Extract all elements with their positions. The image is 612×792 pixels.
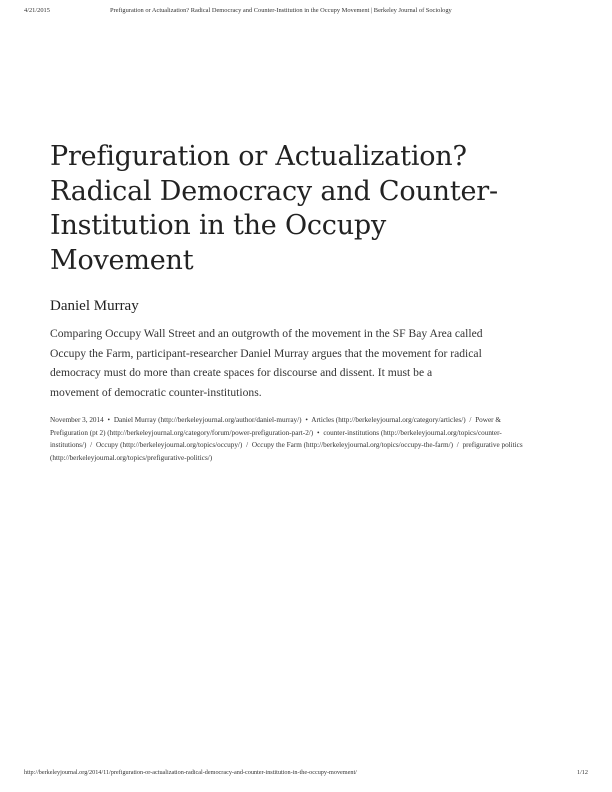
article-title bbox=[50, 140, 530, 278]
print-url: http://berkeleyjournal.org/2014/11/prefiguration-or-actualization-radical-democracy-and-counter-institution-in-the-occupy-movement/ bbox=[24, 769, 357, 776]
meta-bullet: • bbox=[107, 416, 111, 425]
meta-bullet: • bbox=[305, 416, 308, 425]
print-page-title: Prefiguration or Actualization? Radical Democracy and Counter-Institution in the Occupy Movement | Berkeley Journal of Sociology bbox=[110, 7, 452, 14]
article-title-line: Institution in the Occupy bbox=[50, 210, 387, 241]
category-link-power-prefiguration[interactable]: Power & Prefiguration (pt 2) (http://berkeleyjournal.org/category/forum/power-prefiguration-part-2/) bbox=[50, 416, 501, 437]
topic-link-prefigurative-politics[interactable]: prefigurative politics (http://berkeleyjournal.org/topics/prefigurative-politics/) bbox=[50, 441, 523, 462]
article-meta bbox=[50, 414, 530, 464]
article-title-line: Prefiguration or Actualization? bbox=[50, 141, 467, 172]
meta-slash: / bbox=[456, 441, 459, 450]
article-title-line: Radical Democracy and Counter- bbox=[50, 175, 498, 207]
article-title-line: Movement bbox=[50, 244, 194, 276]
topic-link-counter-institutions[interactable]: counter-institutions (http://berkeleyjournal.org/topics/counter-institutions/) bbox=[50, 428, 502, 450]
meta-bullet: • bbox=[316, 428, 320, 437]
author-link[interactable]: Daniel Murray (http://berkeleyjournal.org/author/daniel-murray/) bbox=[113, 416, 302, 425]
standfirst-line: movement of democratic counter-institutions. bbox=[50, 385, 262, 399]
print-footer bbox=[24, 769, 588, 781]
topic-link-occupy[interactable]: Occupy (http://berkeleyjournal.org/topics/occupy/) bbox=[95, 441, 243, 450]
meta-slash: / bbox=[246, 441, 249, 450]
publish-date: November 3, 2014 bbox=[50, 416, 104, 425]
article-standfirst bbox=[50, 324, 564, 402]
meta-slash: / bbox=[469, 416, 472, 425]
standfirst-line: Comparing Occupy Wall Street and an outgrowth of the movement in the SF Bay Area called bbox=[50, 327, 483, 340]
article-author: Daniel Murray bbox=[50, 298, 139, 314]
print-date: 4/21/2015 bbox=[24, 7, 50, 14]
category-link-articles[interactable]: Articles (http://berkeleyjournal.org/category/articles/) bbox=[311, 416, 466, 425]
print-header bbox=[24, 7, 588, 21]
meta-slash: / bbox=[90, 441, 93, 450]
topic-link-occupy-the-farm[interactable]: Occupy the Farm (http://berkeleyjournal.org/topics/occupy-the-farm/) bbox=[251, 441, 453, 450]
standfirst-line: Occupy the Farm, participant-researcher Daniel Murray argues that the movement for radical bbox=[50, 346, 482, 360]
page-number: 1/12 bbox=[576, 769, 588, 776]
article bbox=[50, 140, 566, 464]
standfirst-line: democracy must do more than create spaces for discourse and dissent. It must be a bbox=[50, 366, 433, 380]
